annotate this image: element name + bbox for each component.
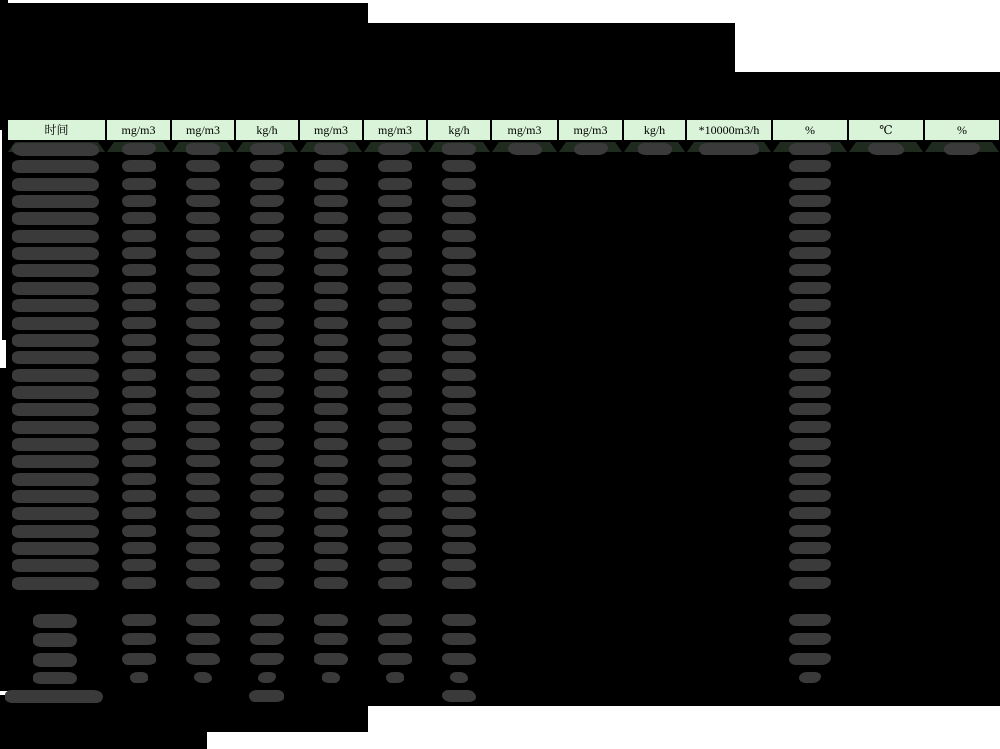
redacted-cell-value (186, 542, 220, 554)
redacted-cell-value (314, 403, 348, 415)
redacted-cell-value (442, 386, 476, 398)
redacted-cell-value (250, 195, 284, 207)
redacted-cell-value (442, 299, 476, 311)
redacted-cell-value (12, 247, 99, 260)
redacted-cell-value (186, 653, 220, 665)
redacted-cell-value (442, 160, 476, 172)
redacted-cell-value (442, 421, 476, 433)
redacted-cell-value (442, 247, 476, 259)
redacted-cell-value (378, 212, 412, 224)
redacted-cell-value (186, 264, 220, 276)
redacted-cell-value (122, 264, 156, 276)
redacted-cell-value (186, 577, 220, 589)
redacted-cell-value (378, 633, 412, 645)
redacted-cell-value (122, 438, 156, 450)
redacted-cell-value (868, 143, 904, 155)
redacted-cell-value (789, 351, 831, 363)
redacted-cell-value (314, 351, 348, 363)
redacted-cell-value (314, 212, 348, 224)
redacted-cell-value (12, 421, 99, 434)
redacted-cell-value (442, 438, 476, 450)
redacted-cell-value (186, 507, 220, 519)
redacted-cell-value (250, 369, 284, 381)
redacted-cell-value (789, 143, 831, 155)
redacted-cell-value (789, 299, 831, 311)
redacted-cell-value (378, 282, 412, 294)
redacted-cell-value (186, 299, 220, 311)
redacted-cell-value (314, 542, 348, 554)
redacted-cell-value (322, 672, 340, 683)
redacted-cell-value (250, 633, 284, 645)
redacted-cell-value (789, 633, 831, 645)
redacted-cell-value (314, 317, 348, 329)
redacted-cell-value (250, 334, 284, 346)
redacted-cell-value (314, 160, 348, 172)
redacted-cell-value (442, 369, 476, 381)
redacted-cell-value (314, 299, 348, 311)
redacted-cell-value (250, 317, 284, 329)
redacted-cell-value (314, 334, 348, 346)
redacted-cell-value (250, 438, 284, 450)
redacted-cell-value (378, 334, 412, 346)
redacted-cell-value (789, 178, 831, 190)
redacted-cell-value (378, 525, 412, 537)
header-cell-unit-7: mg/m3 (492, 120, 557, 140)
redacted-cell-value (186, 212, 220, 224)
redacted-cell-value (250, 178, 284, 190)
redacted-cell-value (12, 264, 99, 277)
redacted-cell-value (378, 351, 412, 363)
redacted-cell-value (122, 473, 156, 485)
redacted-cell-value (186, 525, 220, 537)
redacted-cell-value (250, 403, 284, 415)
redacted-cell-value (186, 334, 220, 346)
redacted-cell-value (12, 403, 99, 416)
redacted-cell-value (250, 299, 284, 311)
header-cell-unit-2: mg/m3 (172, 120, 234, 140)
redacted-cell-value (250, 386, 284, 398)
redacted-cell-value (12, 282, 99, 295)
redacted-cell-value (122, 195, 156, 207)
redacted-cell-value (122, 351, 156, 363)
redacted-cell-value (250, 282, 284, 294)
header-bottom-strip (8, 142, 999, 152)
redacted-cell-value (250, 230, 284, 242)
redacted-cell-value (789, 455, 831, 467)
redacted-cell-value (314, 490, 348, 502)
redacted-cell-value (186, 317, 220, 329)
redacted-cell-value (442, 143, 476, 155)
redacted-cell-value (130, 672, 148, 683)
redacted-cell-value (789, 212, 831, 224)
redacted-cell-value (378, 386, 412, 398)
redacted-cell-value (378, 507, 412, 519)
redacted-cell-value (314, 421, 348, 433)
redacted-cell-value (122, 490, 156, 502)
redacted-cell-value (250, 455, 284, 467)
redacted-cell-value (314, 614, 348, 626)
redacted-cell-value (122, 653, 156, 665)
redacted-cell-value (186, 247, 220, 259)
redacted-cell-value (378, 438, 412, 450)
redacted-cell-value (442, 633, 476, 645)
redacted-cell-value (314, 282, 348, 294)
redacted-cell-value (186, 230, 220, 242)
redacted-cell-value (314, 230, 348, 242)
redacted-cell-value (186, 438, 220, 450)
redacted-cell-value (789, 473, 831, 485)
redacted-cell-value (944, 143, 980, 155)
redacted-cell-value (33, 672, 77, 684)
background-white-region (735, 0, 1000, 72)
redacted-cell-value (789, 317, 831, 329)
redacted-cell-value (122, 386, 156, 398)
redacted-cell-value (789, 490, 831, 502)
redacted-cell-value (122, 542, 156, 554)
redacted-cell-value (250, 473, 284, 485)
header-cell-unit-4: mg/m3 (300, 120, 362, 140)
redacted-cell-value (314, 633, 348, 645)
redacted-cell-value (789, 386, 831, 398)
redacted-cell-value (122, 299, 156, 311)
redacted-cell-value (789, 247, 831, 259)
redacted-cell-value (789, 334, 831, 346)
redacted-cell-value (250, 559, 284, 571)
redacted-cell-value (12, 559, 99, 572)
redacted-cell-value (12, 195, 99, 208)
redacted-cell-value (314, 577, 348, 589)
redacted-cell-value (12, 473, 99, 486)
redacted-cell-value (122, 317, 156, 329)
redacted-cell-value (789, 369, 831, 381)
redacted-cell-value (12, 230, 99, 243)
redacted-cell-value (442, 178, 476, 190)
redacted-cell-value (442, 351, 476, 363)
redacted-cell-value (250, 577, 284, 589)
redacted-cell-value (122, 143, 156, 155)
redacted-cell-value (442, 542, 476, 554)
header-cell-unit-1: mg/m3 (107, 120, 170, 140)
redacted-cell-value (186, 160, 220, 172)
redacted-cell-value (122, 212, 156, 224)
redacted-cell-value (378, 455, 412, 467)
redacted-cell-value (314, 264, 348, 276)
header-cell-unit-12: ℃ (849, 120, 923, 140)
redacted-cell-value (250, 653, 284, 665)
redacted-cell-value (258, 672, 276, 683)
redacted-cell-value (378, 230, 412, 242)
redacted-cell-value (378, 614, 412, 626)
redacted-cell-value (122, 247, 156, 259)
redacted-cell-value (638, 143, 672, 155)
redacted-cell-value (442, 334, 476, 346)
background-white-region (207, 732, 368, 749)
header-cell-unit-6: kg/h (428, 120, 490, 140)
redacted-cell-value (442, 653, 476, 665)
redacted-cell-value (378, 559, 412, 571)
redacted-cell-value (186, 421, 220, 433)
redacted-cell-value (314, 195, 348, 207)
redacted-cell-value (186, 473, 220, 485)
redacted-cell-value (442, 212, 476, 224)
redacted-cell-value (12, 178, 99, 191)
redacted-cell-value (12, 334, 99, 347)
redacted-cell-value (442, 507, 476, 519)
redacted-cell-value (442, 473, 476, 485)
redacted-cell-value (250, 421, 284, 433)
redacted-cell-value (12, 577, 99, 590)
redacted-cell-value (442, 577, 476, 589)
redacted-cell-value (789, 264, 831, 276)
redacted-cell-value (442, 317, 476, 329)
redacted-cell-value (186, 403, 220, 415)
redacted-cell-value (314, 247, 348, 259)
redacted-cell-value (789, 525, 831, 537)
redacted-cell-value (442, 403, 476, 415)
redacted-cell-value (186, 369, 220, 381)
redacted-cell-value (250, 160, 284, 172)
redacted-cell-value (789, 614, 831, 626)
redacted-cell-value (442, 614, 476, 626)
redacted-cell-value (186, 633, 220, 645)
header-cell-unit-8: mg/m3 (559, 120, 622, 140)
redacted-cell-value (250, 143, 284, 155)
redacted-cell-value (789, 577, 831, 589)
redacted-cell-value (250, 507, 284, 519)
redacted-cell-value (122, 614, 156, 626)
redacted-cell-value (378, 369, 412, 381)
redacted-cell-value (378, 143, 412, 155)
redacted-cell-value (378, 403, 412, 415)
background-white-region (0, 340, 6, 368)
redacted-cell-value (186, 178, 220, 190)
redacted-cell-value (789, 195, 831, 207)
redacted-cell-value (12, 143, 99, 156)
redacted-cell-value (186, 455, 220, 467)
redacted-cell-value (450, 672, 468, 683)
redacted-cell-value (194, 672, 212, 683)
redacted-cell-value (12, 507, 99, 520)
redacted-cell-value (442, 559, 476, 571)
redacted-cell-value (314, 438, 348, 450)
redacted-cell-value (12, 351, 99, 364)
redacted-cell-value (378, 653, 412, 665)
redacted-cell-value (789, 230, 831, 242)
redacted-cell-value (314, 653, 348, 665)
header-cell-time: 时间 (8, 120, 105, 140)
redacted-cell-value (442, 690, 476, 702)
redacted-cell-value (378, 542, 412, 554)
redacted-cell-value (789, 507, 831, 519)
redacted-cell-value (314, 455, 348, 467)
header-cell-unit-3: kg/h (236, 120, 298, 140)
redacted-cell-value (122, 507, 156, 519)
redacted-cell-value (789, 160, 831, 172)
redacted-cell-value (574, 143, 608, 155)
redacted-cell-value (122, 369, 156, 381)
redacted-cell-value (122, 178, 156, 190)
redacted-cell-value (186, 282, 220, 294)
redacted-cell-value (314, 369, 348, 381)
redacted-cell-value (789, 653, 831, 665)
redacted-cell-value (789, 282, 831, 294)
redacted-cell-value (122, 559, 156, 571)
redacted-cell-value (378, 473, 412, 485)
redacted-cell-value (442, 195, 476, 207)
redacted-cell-value (186, 614, 220, 626)
header-cell-unit-13: % (925, 120, 999, 140)
redacted-cell-value (442, 455, 476, 467)
redacted-cell-value (186, 351, 220, 363)
redacted-cell-value (250, 247, 284, 259)
redacted-cell-value (122, 334, 156, 346)
redacted-cell-value (378, 160, 412, 172)
redacted-cell-value (12, 542, 99, 555)
redacted-cell-value (186, 490, 220, 502)
redacted-cell-value (122, 455, 156, 467)
background-white-region (0, 130, 2, 340)
redacted-cell-value (122, 230, 156, 242)
redacted-cell-value (314, 143, 348, 155)
table-header-row (8, 118, 999, 142)
redacted-cell-value (186, 195, 220, 207)
redacted-cell-value (314, 386, 348, 398)
header-cell-unit-10: *10000m3/h (687, 120, 771, 140)
redacted-cell-value (33, 653, 77, 667)
redacted-cell-value (122, 282, 156, 294)
redacted-cell-value (186, 143, 220, 155)
redacted-cell-value (314, 473, 348, 485)
redacted-cell-value (314, 525, 348, 537)
redacted-cell-value (250, 212, 284, 224)
redacted-cell-value (442, 525, 476, 537)
redacted-cell-value (789, 542, 831, 554)
redacted-cell-value (789, 421, 831, 433)
redacted-cell-value (33, 614, 77, 628)
redacted-cell-value (789, 559, 831, 571)
redacted-cell-value (12, 369, 99, 382)
redacted-cell-value (378, 247, 412, 259)
header-cell-unit-5: mg/m3 (364, 120, 426, 140)
redacted-cell-value (442, 230, 476, 242)
redacted-cell-value (378, 421, 412, 433)
redacted-cell-value (378, 264, 412, 276)
redacted-cell-value (12, 525, 99, 538)
redacted-cell-value (12, 317, 99, 330)
redacted-cell-value (12, 299, 99, 312)
redacted-cell-value (250, 542, 284, 554)
redacted-cell-value (378, 178, 412, 190)
header-cell-unit-11: % (773, 120, 847, 140)
redacted-cell-value (314, 559, 348, 571)
redacted-cell-value (122, 525, 156, 537)
redacted-cell-value (12, 438, 99, 451)
background-white-region (368, 706, 1000, 749)
redacted-cell-value (5, 690, 103, 703)
redacted-cell-value (122, 403, 156, 415)
redacted-cell-value (314, 178, 348, 190)
redacted-cell-value (12, 455, 99, 468)
redacted-cell-value (250, 264, 284, 276)
redacted-cell-value (442, 490, 476, 502)
redacted-cell-value (799, 672, 821, 683)
redacted-cell-value (378, 195, 412, 207)
redacted-cell-value (250, 525, 284, 537)
redacted-cell-value (314, 507, 348, 519)
redacted-cell-value (250, 351, 284, 363)
redacted-cell-value (442, 264, 476, 276)
redacted-cell-value (378, 299, 412, 311)
redacted-cell-value (249, 690, 284, 702)
redacted-cell-value (699, 143, 759, 155)
redacted-cell-value (250, 614, 284, 626)
redacted-cell-value (12, 160, 99, 173)
redacted-cell-value (378, 577, 412, 589)
redacted-cell-value (378, 317, 412, 329)
redacted-cell-value (12, 212, 99, 225)
redacted-cell-value (789, 438, 831, 450)
redacted-cell-value (378, 490, 412, 502)
redacted-cell-value (186, 386, 220, 398)
background-white-region (8, 0, 368, 3)
redacted-cell-value (12, 490, 99, 503)
redacted-cell-value (386, 672, 404, 683)
redacted-cell-value (442, 282, 476, 294)
redacted-cell-value (122, 160, 156, 172)
redacted-cell-value (12, 386, 99, 399)
redacted-cell-value (186, 559, 220, 571)
header-cell-unit-9: kg/h (624, 120, 685, 140)
redacted-cell-value (122, 633, 156, 645)
redacted-cell-value (122, 577, 156, 589)
redacted-cell-value (122, 421, 156, 433)
redacted-cell-value (789, 403, 831, 415)
redacted-cell-value (33, 633, 77, 647)
redacted-cell-value (250, 490, 284, 502)
redacted-cell-value (508, 143, 542, 155)
